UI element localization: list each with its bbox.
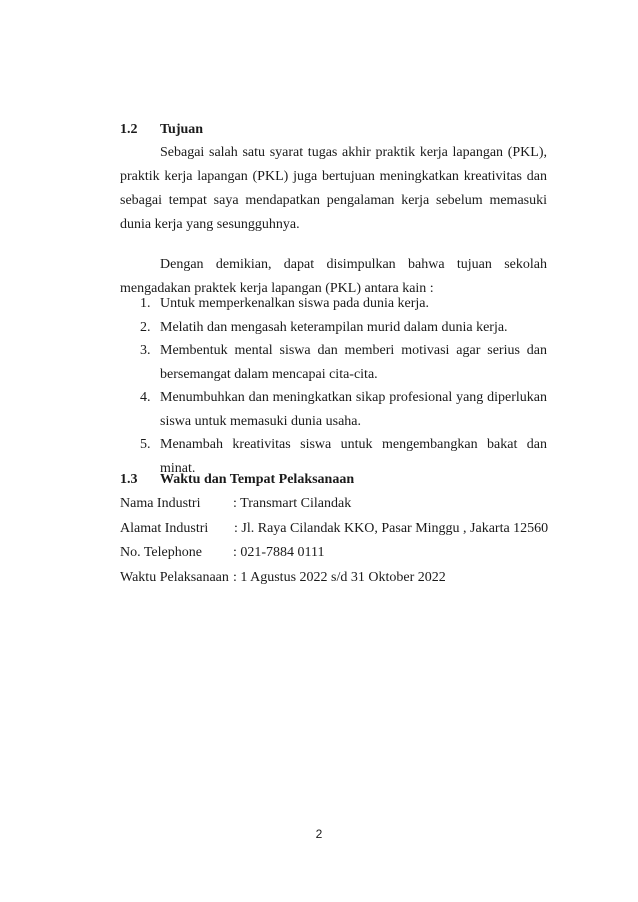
section-number: 1.3 <box>120 472 138 487</box>
list-item-text: Untuk memperkenalkan siswa pada dunia kerja. <box>160 296 430 311</box>
section-heading-goal <box>120 122 203 138</box>
info-label: Alamat Industri <box>120 520 209 536</box>
info-value: : Transmart Cilandak <box>233 496 352 511</box>
list-marker: 1. <box>140 296 151 311</box>
info-value: : Jl. Raya Cilandak KKO, Pasar Minggu , Jakarta 12560 <box>234 520 549 536</box>
goal-list <box>120 292 547 480</box>
list-item-text: Menumbuhkan dan meningkatkan sikap profesional yang diperlukan siswa untuk memasuki dunia usaha. <box>160 390 547 429</box>
section-number: 1.2 <box>120 122 138 137</box>
list-item <box>120 292 547 316</box>
list-item-text: Membentuk mental siswa dan memberi motivasi agar serius dan bersemangat dalam mencapai cita-cita. <box>160 343 547 382</box>
info-label: Nama Industri <box>120 496 201 511</box>
paragraph-text: Sebagai salah satu syarat tugas akhir praktik kerja lapangan (PKL), praktik kerja lapangan (PKL) juga bertujuan meningkatkan kreativitas dan sebagai tempat saya mendapatkan pengalaman kerja sebelum memasuki dunia kerja yang sesungguhnya. <box>120 145 547 232</box>
section-heading-time <box>120 472 354 488</box>
list-item <box>120 386 547 433</box>
page-number: 2 <box>315 827 323 841</box>
list-marker: 5. <box>140 437 151 452</box>
info-label: Waktu Pelaksanaan <box>120 569 229 585</box>
section-title: Waktu dan Tempat Pelaksanaan <box>160 472 355 487</box>
list-item <box>120 316 547 340</box>
list-item-text: Menambah kreativitas siswa untuk mengembangkan bakat dan minat. <box>160 437 547 476</box>
info-value: : 1 Agustus 2022 s/d 31 Oktober 2022 <box>233 569 446 585</box>
info-label: No. Telephone <box>120 545 202 560</box>
info-row <box>120 566 560 591</box>
info-value: : 021-7884 0111 <box>233 545 325 560</box>
info-row <box>120 541 560 566</box>
info-table <box>120 492 560 590</box>
section-title: Tujuan <box>160 122 204 137</box>
list-marker: 2. <box>140 319 151 335</box>
paragraph-goal-1 <box>120 141 547 237</box>
list-marker: 3. <box>140 343 151 358</box>
info-row <box>120 492 560 517</box>
paragraph-text: Dengan demikian, dapat disimpulkan bahwa tujuan sekolah mengadakan praktek kerja lapangan (PKL) antara kain : <box>120 257 547 296</box>
info-row <box>120 517 560 542</box>
list-item <box>120 339 547 386</box>
list-item-text: Melatih dan mengasah keterampilan murid dalam dunia kerja. <box>160 319 508 335</box>
list-marker: 4. <box>140 390 151 405</box>
